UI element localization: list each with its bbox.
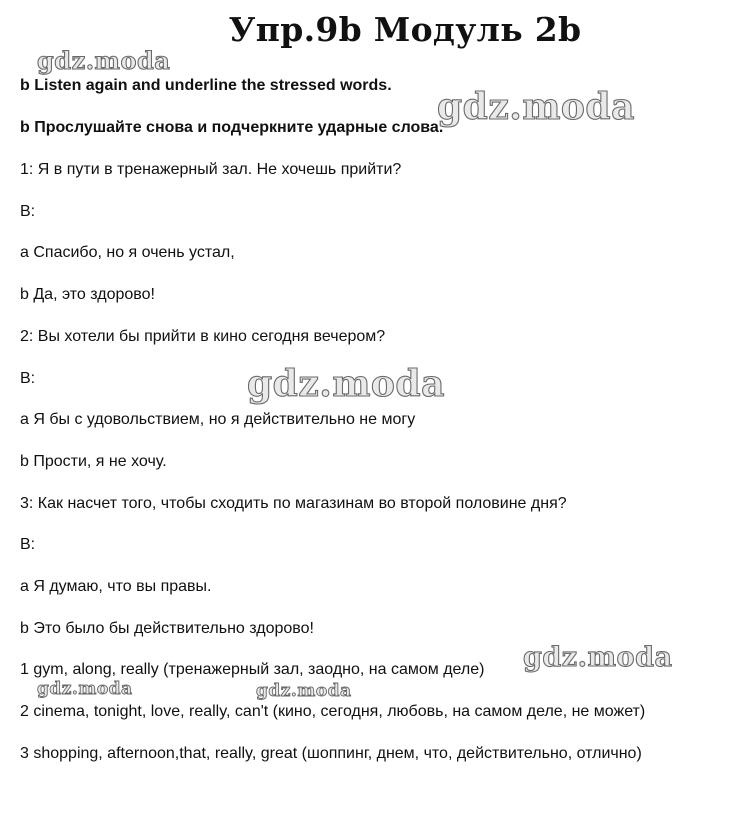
dialogue-2-prompt: 2: Вы хотели бы прийти в кино сегодня вечером? xyxy=(20,328,386,345)
dialogue-3-speaker-b: В: xyxy=(20,536,36,553)
watermark-lower-right: gdz.moda xyxy=(523,642,673,673)
dialogue-1-option-a: а Спасибо, но я очень устал, xyxy=(20,244,235,261)
dialogue-2-option-a: а Я бы с удовольствием, но я действительно не могу xyxy=(20,411,416,428)
dialogue-2-option-b: b Прости, я не хочу. xyxy=(20,453,167,470)
watermark-center: gdz.moda xyxy=(247,363,445,405)
dialogue-3-option-a: а Я думаю, что вы правы. xyxy=(20,578,212,595)
answer-2: 2 cinema, tonight, love, really, can't (кино, сегодня, любовь, на самом деле, не может) xyxy=(20,703,646,720)
dialogue-1-speaker-b: В: xyxy=(20,203,36,220)
instruction-russian: b Прослушайте снова и подчеркните ударные слова. xyxy=(20,119,444,136)
watermark-top-right: gdz.moda xyxy=(437,86,635,128)
watermark-lower-left: gdz.moda xyxy=(37,679,133,699)
dialogue-3-prompt: 3: Как насчет того, чтобы сходить по магазинам во второй половине дня? xyxy=(20,495,567,512)
dialogue-1-prompt: 1: Я в пути в тренажерный зал. Не хочешь прийти? xyxy=(20,161,402,178)
dialogue-2-speaker-b: В: xyxy=(20,370,36,387)
watermark-top-left: gdz.moda xyxy=(37,46,171,75)
page-title: Упр.9b Модуль 2b xyxy=(228,10,582,49)
answer-1: 1 gym, along, really (тренажерный зал, заодно, на самом деле) xyxy=(20,661,485,678)
dialogue-1-option-b: b Да, это здорово! xyxy=(20,286,155,303)
instruction-english: b Listen again and underline the stressed words. xyxy=(20,77,392,94)
answer-3: 3 shopping, afternoon,that, really, great (шоппинг, днем, что, действительно, отлично) xyxy=(20,745,642,762)
dialogue-3-option-b: b Это было бы действительно здорово! xyxy=(20,620,314,637)
watermark-lower-center: gdz.moda xyxy=(256,681,352,701)
